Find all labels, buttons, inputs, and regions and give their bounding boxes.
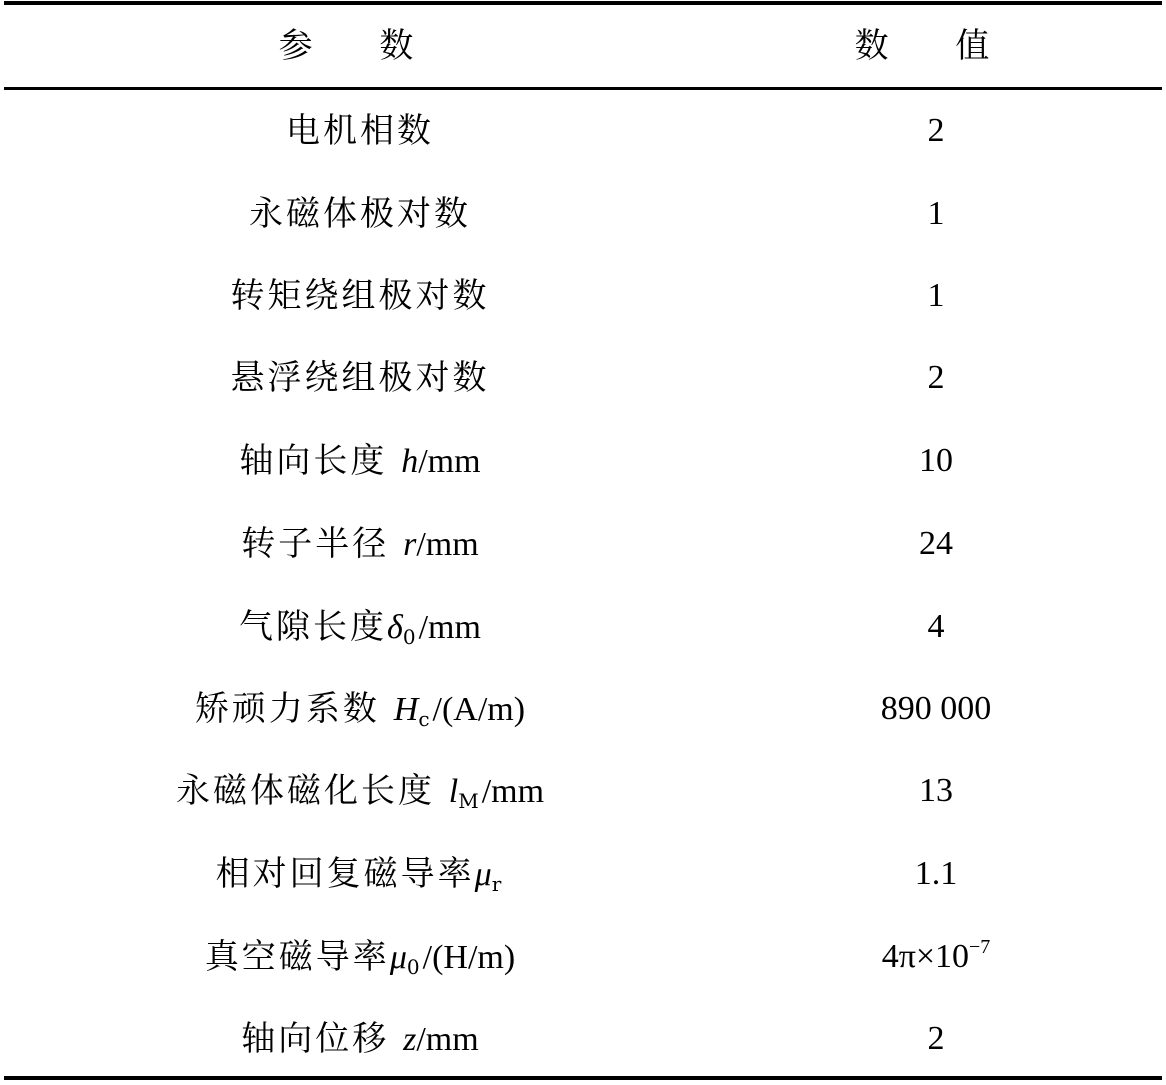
param-unit: /mm <box>416 526 479 563</box>
table-row-param <box>60 844 660 904</box>
param-label: 悬浮绕组极对数 <box>230 358 490 398</box>
table-row-value <box>686 514 1166 574</box>
table-row-param <box>60 431 660 491</box>
param-label: 轴向位移 <box>241 1019 404 1059</box>
param-subscript: M <box>458 789 482 813</box>
param-label: 相对回复磁导率 <box>215 854 475 894</box>
value-text: 1 <box>927 277 945 314</box>
value-text: 1 <box>927 195 945 232</box>
param-unit: /mm <box>418 609 481 646</box>
table-row-param <box>60 1009 660 1069</box>
table-row-param <box>60 927 660 987</box>
table-row-value <box>686 431 1166 491</box>
header-value: 数 值 <box>854 26 1018 66</box>
value-text: 2 <box>927 359 945 396</box>
value-text: 2 <box>927 112 945 149</box>
table-row-value <box>686 184 1166 244</box>
param-label: 气隙长度 <box>239 607 388 647</box>
param-subscript: r <box>491 872 505 896</box>
param-unit: /mm <box>418 443 481 480</box>
value-text: 2 <box>927 1020 945 1057</box>
value-text: 4 <box>927 608 945 645</box>
param-unit: /mm <box>481 773 545 810</box>
param-label: 永磁体磁化长度 <box>175 771 449 811</box>
param-label: 轴向长度 <box>239 441 402 481</box>
value-text: 4π×10 <box>881 938 970 975</box>
value-text: 24 <box>919 525 953 562</box>
table-row-param <box>60 597 660 657</box>
table-row-value <box>686 844 1166 904</box>
table-top-rule <box>4 1 1162 5</box>
table-row-value <box>686 679 1166 739</box>
param-label: 真空磁导率 <box>204 937 390 977</box>
table-row-value <box>686 348 1166 408</box>
param-label: 转矩绕组极对数 <box>230 276 490 316</box>
value-text: 1.1 <box>914 855 958 892</box>
param-symbol: δ <box>387 609 403 646</box>
table-row-param <box>60 761 660 821</box>
value-text: 10 <box>919 442 953 479</box>
param-label: 矫顽力系数 <box>194 689 394 729</box>
header-param: 参 数 <box>278 26 442 66</box>
table-bottom-rule <box>4 1076 1162 1080</box>
param-unit: /(H/m) <box>422 939 516 976</box>
table-row-value <box>686 1009 1166 1069</box>
value-text: 890 000 <box>880 690 992 727</box>
param-subscript: 0 <box>406 955 423 979</box>
param-symbol: h <box>401 443 419 480</box>
table-row-value <box>686 597 1166 657</box>
table-row-value <box>686 927 1166 987</box>
param-symbol: l <box>448 773 459 810</box>
param-symbol: r <box>403 526 417 563</box>
table-row-value <box>686 761 1166 821</box>
param-unit: /mm <box>416 1021 479 1058</box>
table-row-param <box>60 514 660 574</box>
param-unit: /(A/m) <box>432 691 526 728</box>
param-symbol: H <box>393 691 419 728</box>
param-symbol: μ <box>389 939 407 976</box>
table-row-param <box>60 266 660 326</box>
table-row-value <box>686 266 1166 326</box>
table-row-param <box>60 679 660 739</box>
table-header-rule <box>4 87 1162 90</box>
param-symbol: z <box>403 1021 417 1058</box>
param-subscript: 0 <box>402 625 419 649</box>
table-row-param <box>60 101 660 161</box>
param-label: 电机相数 <box>286 111 434 151</box>
value-text: 13 <box>919 772 953 809</box>
table-row-param <box>60 184 660 244</box>
table-row-value <box>686 101 1166 161</box>
value-superscript: −7 <box>969 936 991 958</box>
table-row-param <box>60 348 660 408</box>
param-label: 转子半径 <box>241 524 404 564</box>
param-subscript: c <box>418 707 433 731</box>
param-symbol: μ <box>474 856 492 893</box>
param-label: 永磁体极对数 <box>249 194 471 234</box>
